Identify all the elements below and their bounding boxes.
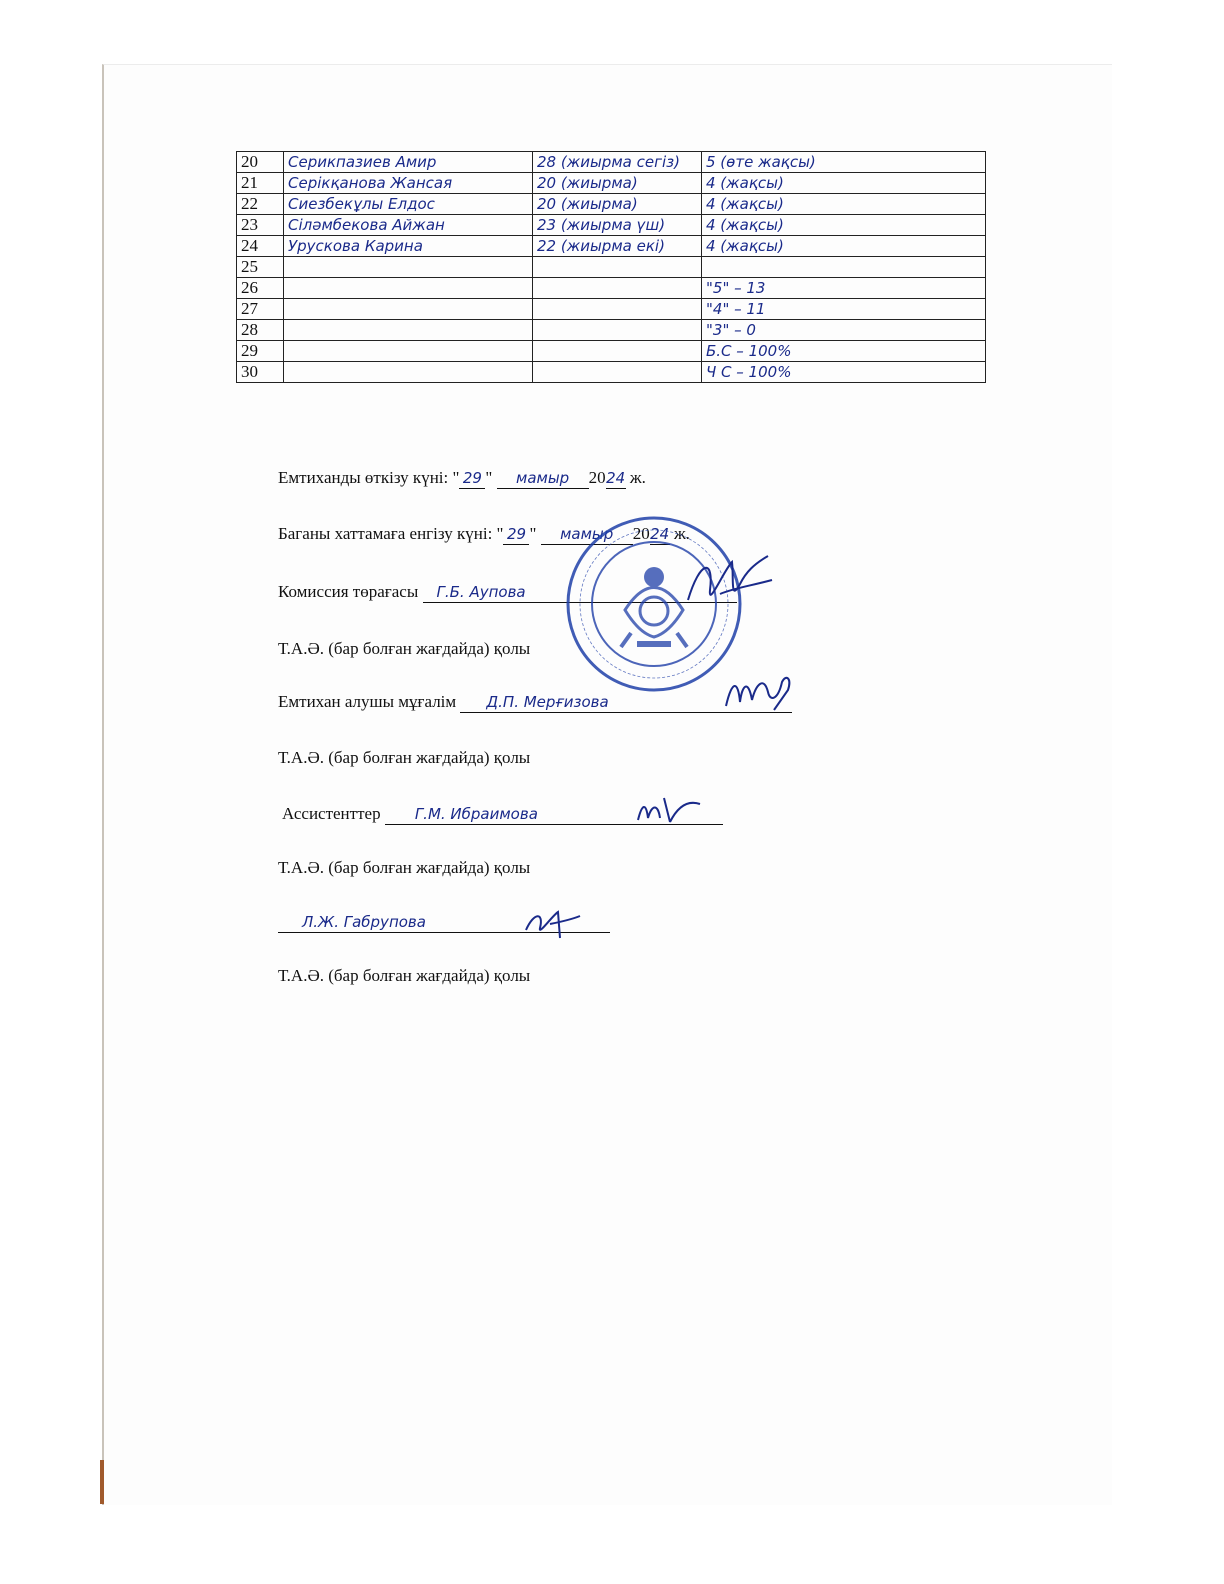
table-row bbox=[237, 152, 986, 173]
student-grade-cell bbox=[702, 299, 986, 320]
student-grade: 4 (жақсы) bbox=[706, 216, 784, 234]
student-name-cell bbox=[284, 299, 533, 320]
table-row bbox=[237, 362, 986, 383]
row-number-cell bbox=[237, 152, 284, 173]
exam-date-year-suffix: 24 bbox=[606, 469, 626, 487]
table-row bbox=[237, 341, 986, 362]
student-grade: "5" – 13 bbox=[706, 279, 766, 297]
quote-mark: " bbox=[485, 468, 493, 487]
row-number: 20 bbox=[241, 152, 258, 171]
student-name-cell bbox=[284, 257, 533, 278]
student-name: Серікқанова Жансая bbox=[288, 174, 453, 192]
student-score-cell bbox=[533, 320, 702, 341]
fio-note-4: Т.А.Ә. (бар болған жағдайда) қолы bbox=[278, 966, 531, 985]
student-grade-cell bbox=[702, 194, 986, 215]
row-number-cell bbox=[237, 215, 284, 236]
fio-note-1: Т.А.Ә. (бар болған жағдайда) қолы bbox=[278, 639, 531, 658]
row-number: 30 bbox=[241, 362, 258, 381]
student-score: 23 (жиырма үш) bbox=[537, 216, 666, 234]
row-number-cell bbox=[237, 194, 284, 215]
student-name: Серикпазиев Амир bbox=[288, 153, 437, 171]
assistants-label: Ассистенттер bbox=[282, 804, 381, 823]
entry-date-day: 29 bbox=[506, 525, 527, 543]
student-score-cell bbox=[533, 278, 702, 299]
student-name: Сиезбекұлы Елдос bbox=[288, 195, 435, 213]
row-number: 25 bbox=[241, 257, 258, 276]
student-name-cell bbox=[284, 194, 533, 215]
exam-date-year-prefix: 20 bbox=[588, 468, 606, 487]
student-grade: Б.С – 100% bbox=[706, 342, 792, 360]
page-edge-shadow bbox=[100, 1460, 104, 1504]
table-row bbox=[237, 173, 986, 194]
grades-table bbox=[236, 151, 986, 383]
exam-date-month: мамыр bbox=[516, 469, 570, 487]
student-score-cell bbox=[533, 152, 702, 173]
entry-date-month: мамыр bbox=[560, 525, 614, 543]
student-grade-cell bbox=[702, 236, 986, 257]
row-number: 22 bbox=[241, 194, 258, 213]
assistant-signature-1 bbox=[634, 794, 706, 828]
row-number-cell bbox=[237, 320, 284, 341]
student-score-cell bbox=[533, 299, 702, 320]
student-score: 20 (жиырма) bbox=[537, 195, 638, 213]
exam-date-line bbox=[278, 468, 646, 489]
student-name-cell bbox=[284, 341, 533, 362]
row-number: 29 bbox=[241, 341, 258, 360]
student-grade: Ч С – 100% bbox=[706, 363, 792, 381]
quote-mark: " bbox=[529, 524, 537, 543]
table-row bbox=[237, 320, 986, 341]
student-grade-cell bbox=[702, 341, 986, 362]
teacher-label: Емтихан алушы мұғалім bbox=[278, 692, 457, 711]
student-score-cell bbox=[533, 236, 702, 257]
student-grade: "3" – 0 bbox=[706, 321, 756, 339]
student-name-cell bbox=[284, 362, 533, 383]
exam-date-suffix: ж. bbox=[629, 468, 646, 487]
assistant-name-2: Л.Ж. Габрупова bbox=[302, 913, 426, 931]
row-number-cell bbox=[237, 341, 284, 362]
chair-name: Г.Б. Аупова bbox=[436, 583, 526, 601]
student-score-cell bbox=[533, 257, 702, 278]
row-number: 24 bbox=[241, 236, 258, 255]
student-grade-cell bbox=[702, 257, 986, 278]
student-score: 28 (жиырма сегіз) bbox=[537, 153, 680, 171]
assistant-name-1: Г.М. Ибраимова bbox=[414, 805, 538, 823]
student-name-cell bbox=[284, 215, 533, 236]
entry-date-suffix: ж. bbox=[673, 524, 690, 543]
teacher-line bbox=[278, 692, 792, 713]
table-row bbox=[237, 236, 986, 257]
student-grade-cell bbox=[702, 320, 986, 341]
row-number-cell bbox=[237, 299, 284, 320]
chair-signature bbox=[680, 550, 780, 620]
table-row bbox=[237, 194, 986, 215]
row-number: 26 bbox=[241, 278, 258, 297]
exam-date-day: 29 bbox=[462, 469, 482, 487]
entry-date-year-suffix: 24 bbox=[650, 525, 670, 543]
row-number-cell bbox=[237, 278, 284, 299]
student-grade: 4 (жақсы) bbox=[706, 174, 784, 192]
fio-note-2: Т.А.Ә. (бар болған жағдайда) қолы bbox=[278, 748, 531, 767]
student-score-cell bbox=[533, 215, 702, 236]
student-score: 20 (жиырма) bbox=[537, 174, 638, 192]
row-number-cell bbox=[237, 173, 284, 194]
student-grade: "4" – 11 bbox=[706, 300, 766, 318]
row-number-cell bbox=[237, 257, 284, 278]
student-name-cell bbox=[284, 152, 533, 173]
student-name: Сіләмбекова Айжан bbox=[288, 216, 445, 234]
student-name: Урускова Карина bbox=[288, 237, 423, 255]
table-row bbox=[237, 257, 986, 278]
table-row bbox=[237, 215, 986, 236]
student-score: 22 (жиырма екі) bbox=[537, 237, 665, 255]
entry-date-year-prefix: 20 bbox=[632, 524, 650, 543]
teacher-signature bbox=[722, 670, 802, 714]
student-score-cell bbox=[533, 173, 702, 194]
student-grade-cell bbox=[702, 152, 986, 173]
student-score-cell bbox=[533, 194, 702, 215]
student-grade: 4 (жақсы) bbox=[706, 195, 784, 213]
table-row bbox=[237, 278, 986, 299]
student-grade-cell bbox=[702, 215, 986, 236]
student-grade: 5 (өте жақсы) bbox=[706, 153, 816, 171]
student-name-cell bbox=[284, 173, 533, 194]
row-number-cell bbox=[237, 362, 284, 383]
row-number: 23 bbox=[241, 215, 258, 234]
assistant-signature-2 bbox=[522, 906, 584, 942]
student-score-cell bbox=[533, 341, 702, 362]
student-grade-cell bbox=[702, 173, 986, 194]
student-name-cell bbox=[284, 320, 533, 341]
entry-date-label: Баганы хаттамаға енгізу күні: " bbox=[278, 524, 504, 543]
row-number: 21 bbox=[241, 173, 258, 192]
chair-label: Комиссия төрағасы bbox=[278, 582, 419, 601]
row-number: 28 bbox=[241, 320, 258, 339]
student-grade-cell bbox=[702, 278, 986, 299]
student-grade-cell bbox=[702, 362, 986, 383]
student-score-cell bbox=[533, 362, 702, 383]
teacher-name: Д.П. Мерғизова bbox=[486, 693, 609, 711]
student-name-cell bbox=[284, 236, 533, 257]
row-number-cell bbox=[237, 236, 284, 257]
fio-note-3: Т.А.Ә. (бар болған жағдайда) қолы bbox=[278, 858, 531, 877]
student-grade: 4 (жақсы) bbox=[706, 237, 784, 255]
exam-date-label: Емтиханды өткізу күні: " bbox=[278, 468, 460, 487]
table-row bbox=[237, 299, 986, 320]
row-number: 27 bbox=[241, 299, 258, 318]
student-name-cell bbox=[284, 278, 533, 299]
